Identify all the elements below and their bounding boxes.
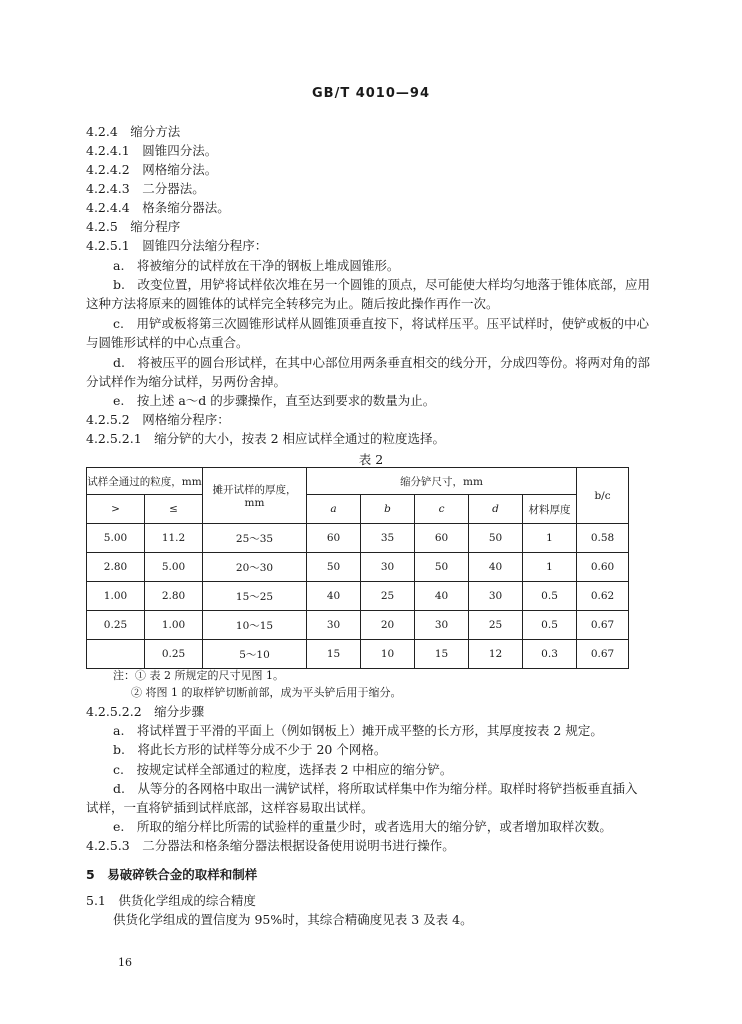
step-c: c. 用铲或板将第三次圆锥形试样从圆锥顶垂直按下，将试样压平。压平试样时，使铲或板的中心 bbox=[113, 316, 649, 331]
table-cell: 40 bbox=[415, 582, 469, 611]
header-c: c bbox=[415, 495, 469, 524]
header-spread-thickness: 摊开试样的厚度，mm bbox=[203, 468, 307, 524]
table-cell: 0.58 bbox=[577, 524, 629, 553]
header-shovel-size: 缩分铲尺寸，mm bbox=[307, 468, 577, 495]
step-a: a. 将被缩分的试样放在干净的钢板上堆成圆锥形。 bbox=[113, 258, 400, 273]
grid-step-b: b. 将此长方形的试样等分成不少于 20 个网格。 bbox=[113, 742, 387, 757]
table-cell: 50 bbox=[415, 553, 469, 582]
header-b: b bbox=[361, 495, 415, 524]
table-cell: 25 bbox=[361, 582, 415, 611]
header-material-thickness: 材料厚度 bbox=[523, 495, 577, 524]
table-cell: 20 bbox=[361, 611, 415, 640]
table-cell: 0.67 bbox=[577, 640, 629, 669]
clause-4-2-4-1: 4.2.4.1 圆锥四分法。 bbox=[86, 143, 218, 158]
table-cell: 50 bbox=[469, 524, 523, 553]
step-d-cont: 分试样作为缩分试样，另两份舍掉。 bbox=[86, 374, 287, 389]
table-cell: 0.67 bbox=[577, 611, 629, 640]
page-number: 16 bbox=[118, 956, 132, 969]
table-row bbox=[87, 553, 629, 582]
table-cell: 15 bbox=[415, 640, 469, 669]
table-cell: 1.00 bbox=[145, 611, 203, 640]
table-cell: 5.00 bbox=[145, 553, 203, 582]
table-cell: 0.25 bbox=[87, 611, 145, 640]
table-cell: 25～35 bbox=[203, 524, 307, 553]
table-cell: 5.00 bbox=[87, 524, 145, 553]
step-b: b. 改变位置，用铲将试样依次堆在另一个圆锥的顶点，尽可能使大样均匀地落于锥体底部，应用 bbox=[113, 277, 650, 292]
grid-step-a: a. 将试样置于平滑的平面上（例如钢板上）摊开成平整的长方形，其厚度按表 2 规定。 bbox=[113, 723, 603, 738]
step-c-cont: 与圆锥形试样的中心点重合。 bbox=[86, 335, 249, 350]
table-cell: 60 bbox=[307, 524, 361, 553]
table-cell bbox=[87, 640, 145, 669]
table-cell: 40 bbox=[307, 582, 361, 611]
table-cell: 35 bbox=[361, 524, 415, 553]
clause-4-2-4-3: 4.2.4.3 二分器法。 bbox=[86, 181, 205, 196]
table-cell: 10～15 bbox=[203, 611, 307, 640]
table-cell: 40 bbox=[469, 553, 523, 582]
header-ratio: b/c bbox=[577, 468, 629, 524]
standard-header: GB/T 4010—94 bbox=[312, 86, 430, 101]
table-row bbox=[87, 582, 629, 611]
grid-step-d-cont: 试样，一直将铲插到试样底部，这样容易取出试样。 bbox=[86, 800, 374, 815]
table-cell: 0.5 bbox=[523, 582, 577, 611]
clause-5-1: 5.1 供货化学组成的综合精度 bbox=[86, 893, 256, 908]
table-cell: 30 bbox=[469, 582, 523, 611]
table-cell: 30 bbox=[361, 553, 415, 582]
table-cell: 5～10 bbox=[203, 640, 307, 669]
table-cell: 60 bbox=[415, 524, 469, 553]
table-cell: 1.00 bbox=[87, 582, 145, 611]
step-e: e. 按上述 a～d 的步骤操作，直至达到要求的数量为止。 bbox=[113, 393, 436, 408]
step-d: d. 将被压平的圆台形试样，在其中心部位用两条垂直相交的线分开，分成四等份。将两对角的部 bbox=[113, 355, 650, 370]
table-row bbox=[87, 524, 629, 553]
clause-5-1-text: 供货化学组成的置信度为 95%时，其综合精确度见表 3 及表 4。 bbox=[113, 912, 473, 927]
table-cell: 11.2 bbox=[145, 524, 203, 553]
table-cell: 50 bbox=[307, 553, 361, 582]
clause-4-2-5-2: 4.2.5.2 网格缩分程序： bbox=[86, 412, 230, 427]
table-cell: 0.5 bbox=[523, 611, 577, 640]
clause-4-2-5: 4.2.5 缩分程序 bbox=[86, 219, 181, 234]
clause-4-2-5-2-1: 4.2.5.2.1 缩分铲的大小，按表 2 相应试样全通过的粒度选择。 bbox=[86, 431, 446, 446]
table-cell: 2.80 bbox=[87, 553, 145, 582]
header-pass-size: 试样全通过的粒度，mm bbox=[87, 468, 203, 495]
clause-4-2-5-3: 4.2.5.3 二分器法和格条缩分器法根据设备使用说明书进行操作。 bbox=[86, 838, 455, 853]
table-cell: 0.62 bbox=[577, 582, 629, 611]
grid-step-c: c. 按规定试样全部通过的粒度，选择表 2 中相应的缩分铲。 bbox=[113, 762, 453, 777]
table-cell: 0.3 bbox=[523, 640, 577, 669]
table-cell: 20～30 bbox=[203, 553, 307, 582]
header-less-equal: ≤ bbox=[145, 495, 203, 524]
header-d: d bbox=[469, 495, 523, 524]
table-cell: 2.80 bbox=[145, 582, 203, 611]
table-caption: 表 2 bbox=[358, 452, 384, 467]
table-row bbox=[87, 611, 629, 640]
table-cell: 1 bbox=[523, 524, 577, 553]
table-cell: 30 bbox=[415, 611, 469, 640]
header-a: a bbox=[307, 495, 361, 524]
table-note-2: ② 将图 1 的取样铲切断前部，成为平头铲后用于缩分。 bbox=[131, 686, 402, 699]
clause-4-2-5-1: 4.2.5.1 圆锥四分法缩分程序： bbox=[86, 238, 268, 253]
clause-4-2-4-2: 4.2.4.2 网格缩分法。 bbox=[86, 162, 218, 177]
section-5-heading: 5 易破碎铁合金的取样和制样 bbox=[86, 867, 258, 882]
table-cell: 30 bbox=[307, 611, 361, 640]
table-note-1: 注：① 表 2 所规定的尺寸见图 1。 bbox=[113, 669, 284, 682]
clause-4-2-5-2-2: 4.2.5.2.2 缩分步骤 bbox=[86, 704, 205, 719]
header-greater-than: > bbox=[87, 495, 145, 524]
table-cell: 15～25 bbox=[203, 582, 307, 611]
grid-step-d: d. 从等分的各网格中取出一满铲试样，将所取试样集中作为缩分样。取样时将铲挡板垂直插入 bbox=[113, 781, 638, 796]
table-cell: 0.25 bbox=[145, 640, 203, 669]
table-cell: 12 bbox=[469, 640, 523, 669]
table-cell: 10 bbox=[361, 640, 415, 669]
table-2 bbox=[86, 467, 629, 669]
table-cell: 0.60 bbox=[577, 553, 629, 582]
clause-4-2-4-4: 4.2.4.4 格条缩分器法。 bbox=[86, 200, 230, 215]
table-cell: 25 bbox=[469, 611, 523, 640]
table-row bbox=[87, 640, 629, 669]
grid-step-e: e. 所取的缩分样比所需的试验样的重量少时，或者选用大的缩分铲，或者增加取样次数。 bbox=[113, 819, 612, 834]
table-cell: 1 bbox=[523, 553, 577, 582]
table-cell: 15 bbox=[307, 640, 361, 669]
clause-4-2-4: 4.2.4 缩分方法 bbox=[86, 124, 181, 139]
step-b-cont: 这种方法将原来的圆锥体的试样完全转移完为止。随后按此操作再作一次。 bbox=[86, 296, 499, 311]
